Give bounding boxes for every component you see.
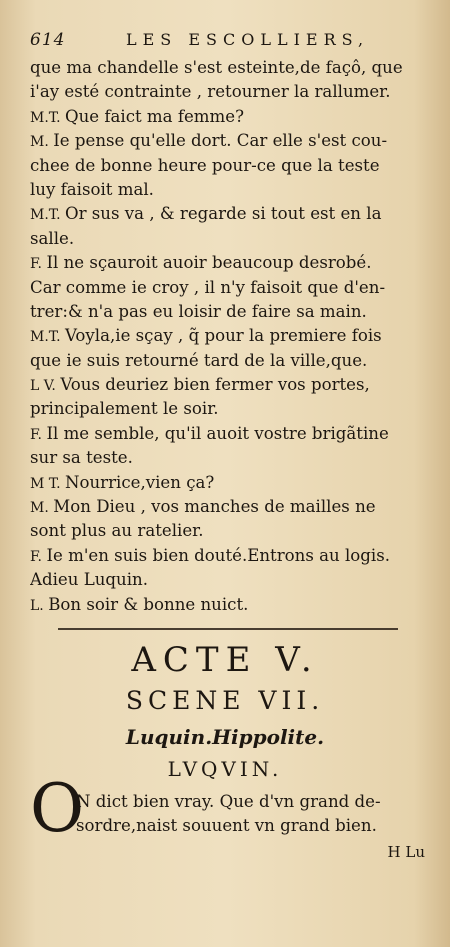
line-text: Il me semble, qu'il auoit vostre brigãtine (46, 423, 389, 443)
page-header (30, 30, 430, 56)
speaker-label: M.T. (30, 207, 65, 224)
dialogue-line (30, 154, 425, 178)
dialogue-line (30, 495, 425, 519)
speaker-label: M T. (30, 475, 65, 492)
line-text: salle. (30, 228, 75, 248)
dialogue-line (30, 227, 425, 251)
dialogue-line (30, 422, 425, 446)
line-text: Bon soir & bonne nuict. (48, 594, 249, 614)
scene-characters: Luquin.Hippolite. (125, 725, 325, 749)
line-text: Vous deuriez bien fermer vos portes, (60, 375, 370, 395)
line-text: Mon Dieu , vos manches de mailles ne (53, 497, 376, 517)
dialogue-line (30, 300, 425, 324)
speaker-label: M. (30, 500, 54, 517)
line-text: Il ne sçauroit auoir beaucoup desrobé. (46, 253, 372, 273)
dialogue-block (30, 56, 425, 617)
opening-line: sordre,naist souuent vn grand bien. (76, 816, 377, 835)
dialogue-line (30, 202, 425, 226)
speaker-label: M. (30, 134, 54, 151)
dialogue-line (30, 251, 425, 275)
line-text: Voyla,ie sçay , q̃ pour la premiere fois (64, 326, 382, 346)
dialogue-line (30, 544, 425, 568)
line-text: chee de bonne heure pour-ce que la teste (30, 155, 380, 175)
section-divider (58, 628, 398, 630)
speaker-label: F. (30, 426, 47, 443)
line-text: i'ay esté contrainte , retourner la rallumer. (30, 82, 391, 102)
dialogue-line (30, 593, 425, 617)
line-text: Or sus va , & regarde si tout est en la (64, 204, 382, 224)
line-text: trer:& n'a pas eu loisir de faire sa main. (30, 301, 367, 321)
dialogue-line (30, 446, 425, 470)
opening-line: N dict bien vray. Que d'vn grand de- (76, 792, 381, 811)
opening-text (76, 790, 428, 838)
dialogue-line (30, 105, 425, 129)
line-text: que ma chandelle s'est esteinte,de façô, que (30, 58, 403, 77)
line-text: principalement le soir. (30, 399, 219, 419)
line-text: Que faict ma femme? (64, 106, 244, 126)
dialogue-line (30, 397, 425, 421)
dialogue-line (30, 519, 425, 543)
speaker-label: F. (30, 548, 47, 565)
dialogue-line (30, 568, 425, 592)
dialogue-line (30, 80, 425, 104)
dialogue-line (30, 471, 425, 495)
line-text: sur sa teste. (30, 448, 133, 468)
line-text: Car comme ie croy , il n'y faisoit que d'en- (30, 277, 386, 297)
dialogue-line (30, 129, 425, 153)
dialogue-line (30, 324, 425, 348)
line-text: Ie pense qu'elle dort. Car elle s'est cou- (53, 131, 388, 151)
line-text: sont plus au ratelier. (30, 521, 204, 541)
dialogue-line (30, 373, 425, 397)
drop-cap: O (30, 770, 85, 847)
scene-title: SCENE VII. (125, 686, 325, 715)
line-text: Adieu Luquin. (30, 570, 148, 590)
speaker-label: F. (30, 256, 47, 273)
line-text: que ie suis retourné tard de la ville,que. (30, 350, 368, 370)
dialogue-line (30, 178, 425, 202)
speaker-label: L. (30, 597, 49, 614)
dialogue-line (30, 349, 425, 373)
scene-speaker: LVQVIN. (167, 757, 283, 781)
line-text: Ie m'en suis bien douté.Entrons au logis. (46, 545, 390, 565)
act-title: ACTE V. (131, 640, 319, 680)
speaker-label: M.T. (30, 109, 65, 126)
dialogue-line (30, 276, 425, 300)
speaker-label: L V. (30, 378, 61, 395)
speaker-label: M.T. (30, 329, 65, 346)
line-text: luy faisoit mal. (30, 179, 154, 199)
running-title: LES ESCOLLIERS, (126, 30, 370, 49)
dialogue-line (30, 56, 425, 80)
page-number: 614 (30, 30, 66, 50)
catchword: H Lu (387, 843, 425, 861)
line-text: Nourrice,vien ça? (64, 472, 215, 492)
